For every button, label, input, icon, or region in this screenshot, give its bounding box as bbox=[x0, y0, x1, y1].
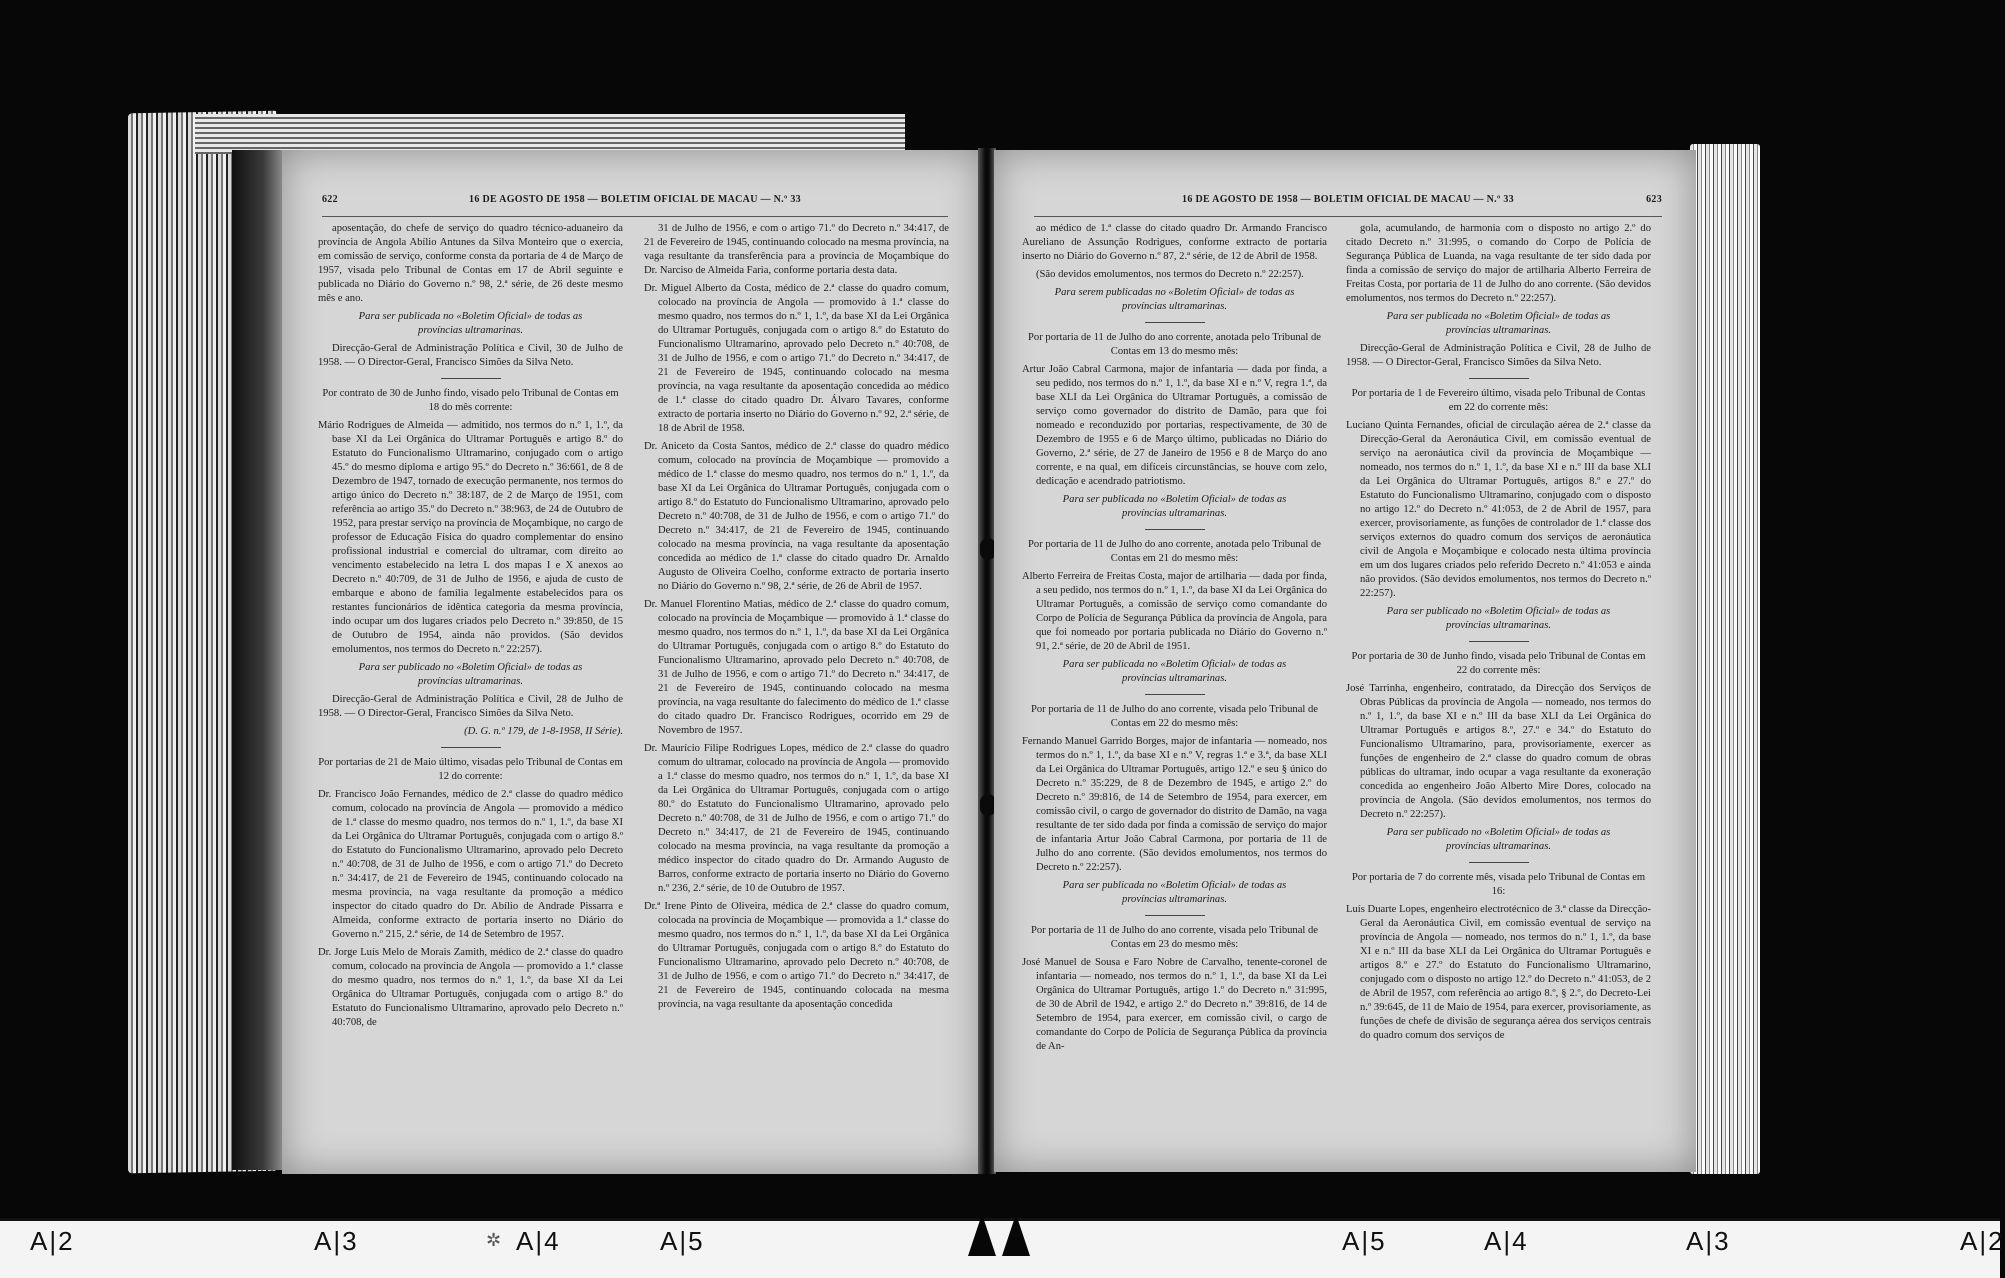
publication-note: Para ser publicada no «Boletim Oficial» de todas as províncias ultramarinas. bbox=[358, 311, 583, 336]
right-page-column-1 bbox=[1022, 222, 1327, 1162]
appointment-entry: Artur João Cabral Carmona, major de infantaria — dada por finda, a seu pedido, nos termos do n.º 1, 1.º, da base XI e n.º V, regra 1.ª, da base XLI da Lei Orgânica do Ultramar Português, a comissão de serviço como governador do distrito de Damão, para que foi nomeado e reconduzido por portarias, respectivamente, de 30 de Dezembro de 1955 e 6 de Março último, publicadas no Diário do Governo, 2.ª série, de 27 de Janeiro de 1956 e 8 de Março do ano corrente, e na qual, em difíceis circunstâncias, se houve com zelo, dedicação e acendrado patriotismo. bbox=[1022, 364, 1327, 487]
film-mark: A|2 bbox=[30, 1226, 75, 1256]
film-mark: A|5 bbox=[660, 1226, 705, 1256]
left-gutter-shadow bbox=[232, 150, 284, 1170]
section-heading: Por contrato de 30 de Junho findo, visado pelo Tribunal de Contas em 18 do mês corrente: bbox=[322, 388, 619, 413]
section-heading: Por portaria de 11 de Julho do ano corrente, anotada pelo Tribunal de Contas em 21 do mesmo mês: bbox=[1028, 539, 1321, 564]
paragraph: Direcção-Geral de Administração Política e Civil, 28 de Julho de 1958. — O Director-Geral, Francisco Simões da Silva Neto. bbox=[318, 694, 623, 719]
left-page-running-title: 16 DE AGOSTO DE 1958 — BOLETIM OFICIAL DE MACAU — N.º 33 bbox=[469, 194, 801, 205]
appointment-entry: José Tarrinha, engenheiro, contratado, da Direcção dos Serviços de Obras Públicas da província de Angola — nomeado, nos termos do n.º 1, 1.º, da base XI e n.º III da base XLI da Lei Orgânica do Ultramar Português e artigos 8.º, 27.º e 34.º do Estatuto do Funcionalismo Ultramarino, para, provisoriamente, exercer as funções de engenheiro de 2.ª classe do quadro comum de obras públicas do ultramar, indo ocupar a vaga resultante da exoneração concedida ao engenheiro João Alberto Mire Dores, colocado na província de Angola. (São devidos emolumentos, nos termos do Decreto n.º 22:257). bbox=[1346, 683, 1651, 820]
right-page-running-title: 16 DE AGOSTO DE 1958 — BOLETIM OFICIAL DE MACAU — N.º 33 bbox=[1182, 194, 1514, 205]
left-page-column-2 bbox=[644, 222, 949, 1162]
left-page-number: 622 bbox=[322, 194, 338, 205]
film-mark: A|3 bbox=[314, 1226, 359, 1256]
publication-note: Para ser publicada no «Boletim Oficial» de todas as províncias ultramarinas. bbox=[1062, 494, 1287, 519]
publication-note: Para ser publicada no «Boletim Oficial» de todas as províncias ultramarinas. bbox=[1062, 880, 1287, 905]
right-page-header bbox=[1034, 194, 1662, 217]
film-mark: A|4 bbox=[516, 1226, 561, 1256]
top-page-edges bbox=[195, 114, 905, 154]
appointment-entry: Mário Rodrigues de Almeida — admitido, nos termos do n.º 1, 1.º, da base XI da Lei Orgânica do Ultramar Português e artigo 8.º do Estatuto do Funcionalismo Ultramarino, conjugado com o artigo 45.º do mesmo diploma e artigo 95.º do Decreto n.º 36:661, de 8 de Dezembro de 1947, tornado de execução permanente, nos termos do artigo único do Decreto n.º 38:187, de 2 de Março de 1951, com referência ao artigo 35.º do Decreto n.º 38:963, de 24 de Outubro de 1952, para prestar serviço na província de Moçambique, no cargo de professor de Educação Física do quadro complementar do ensino profissional industrial e comercial do ultramar, com direito ao vencimento estabelecido na letra L dos mapas I e X anexos ao Decreto n.º 40:709, de 31 de Julho de 1956, e ajuda de custo de embarque e abono de família legalmente estabelecidos para os restantes funcionários de idêntica categoria da mesma província, indo ocupar um dos lugares criados pelo Decreto n.º 39:850, de 15 de Outubro de 1954, ainda não providos. (São devidos emolumentos, nos termos do Decreto n.º 22:257). bbox=[318, 420, 623, 655]
appointment-entry: Alberto Ferreira de Freitas Costa, major de artilharia — dada por finda, a seu pedido, nos termos do n.º 1, 1.º, da base XI da Lei Orgânica do Ultramar Português, a comissão de serviço como comandante do Corpo de Polícia de Segurança Pública da província de Angola, para que foi nomeado por portaria publicada no Diário do Governo n.º 91, 2.ª série, de 20 de Abril de 1951. bbox=[1022, 571, 1327, 652]
film-mark: A|2 bbox=[1960, 1226, 2005, 1256]
section-heading: Por portaria de 1 de Fevereiro último, visada pelo Tribunal de Contas em 22 do corrente mês: bbox=[1351, 388, 1646, 413]
film-smudge-icon: ✲ bbox=[486, 1230, 502, 1250]
film-notch-right bbox=[1002, 1214, 1030, 1256]
section-heading: Por portaria de 11 de Julho do ano corrente, anotada pelo Tribunal de Contas em 13 do mesmo mês: bbox=[1028, 332, 1321, 357]
appointment-entry: Dr. Aniceto da Costa Santos, médico de 2.ª classe do quadro médico comum, colocado na província de Moçambique — promovido a médico de 1.ª classe do mesmo quadro, nos termos do n.º 1, 1.º, da base XI da Lei Orgânica do Ultramar Português, conjugada com o artigo 8.º do Estatuto do Funcionalismo Ultramarino, aprovado pelo Decreto n.º 40:708, de 31 de Julho de 1956, e com o artigo 71.º do Decreto n.º 34:417, de 21 de Fevereiro de 1945, continuando colocado na mesma província, na vaga resultante da aposentação concedida ao médico de 1.ª classe do citado quadro Dr. Arnaldo Augusto de Oliveira Coelho, conforme extracto de portaria inserto no Diário do Governo n.º 98, 2.ª série, de 26 de Abril de 1957. bbox=[644, 441, 949, 592]
section-heading: Por portaria de 11 de Julho do ano corrente, visada pelo Tribunal de Contas em 22 do mesmo mês: bbox=[1030, 704, 1319, 729]
section-heading: Por portarias de 21 de Maio último, visadas pelo Tribunal de Contas em 12 do corrente: bbox=[318, 757, 623, 782]
section-divider bbox=[1469, 862, 1529, 863]
section-divider bbox=[1145, 694, 1205, 695]
paragraph: ao médico de 1.ª classe do citado quadro Dr. Armando Francisco Aureliano de Assunção Rodrigues, conforme extracto de portaria inserto no Diário do Governo n.º 87, 2.ª série, de 12 de Abril de 1958. bbox=[1022, 223, 1327, 262]
publication-note: Para ser publicado no «Boletim Oficial» de todas as províncias ultramarinas. bbox=[358, 662, 583, 687]
left-page bbox=[282, 150, 982, 1174]
film-mark: A|3 bbox=[1686, 1226, 1731, 1256]
film-mark: A|4 bbox=[1484, 1226, 1529, 1256]
film-notch-left bbox=[968, 1214, 996, 1256]
appointment-entry: José Manuel de Sousa e Faro Nobre de Carvalho, tenente-coronel de infantaria — nomeado, nos termos do n.º 1, 1.º, da base XI da Lei Orgânica do Ultramar Português, artigo 1.º do Decreto n.º 31:995, de 30 de Abril de 1942, e artigo 2.º do Decreto n.º 39:816, de 14 de Setembro de 1954, para exercer, em comissão civil, o cargo de comandante do Corpo de Polícia de Segurança Pública da província de An- bbox=[1022, 957, 1327, 1052]
appointment-entry: Fernando Manuel Garrido Borges, major de infantaria — nomeado, nos termos do n.º 1, 1.º, da base XI e n.º V, regras 1.ª e 3.ª, da base XLI da Lei Orgânica do Ultramar Português, artigo 12.º e seu § único do Decreto n.º 35:229, de 8 de Dezembro de 1945, e artigo 2.º do Decreto n.º 39:816, de 14 de Setembro de 1954, para exercer, em comissão civil, o cargo de governador do distrito de Damão, na vaga resultante de ter sido dada por finda a comissão de serviço do major de infantaria Artur João Cabral Carmona, por portaria de 11 de Julho do ano corrente. (São devidos emolumentos, nos termos do Decreto n.º 22:257). bbox=[1022, 736, 1327, 873]
paragraph: aposentação, do chefe de serviço do quadro técnico-aduaneiro da província de Angola Abílio Antunes da Silva Monteiro que o exercia, em comissão de serviço, conforme consta da portaria de 4 de Março de 1957, visada pelo Tribunal de Contas em 17 de Abril seguinte e publicada no Diário do Governo n.º 98, 2.ª série, de 26 deste mesmo mês e ano. bbox=[318, 223, 623, 304]
paragraph: gola, acumulando, de harmonia com o disposto no artigo 2.º do citado Decreto n.º 31:995, o comando do Corpo de Polícia de Segurança Pública de Luanda, na vaga resultante de ter sido dada por finda a comissão de serviço do major de artilharia Alberto Ferreira de Freitas Costa, por portaria de 11 de Julho do ano corrente. (São devidos emolumentos, nos termos do Decreto n.º 22:257). bbox=[1346, 223, 1651, 304]
appointment-entry: Dr. Miguel Alberto da Costa, médico de 2.ª classe do quadro comum, colocado na província de Angola — promovido à 1.ª classe do mesmo quadro, nos termos do n.º 1, 1.º, da base XI da Lei Orgânica do Ultramar Português, conjugada com o artigo 8.º do Estatuto do Funcionalismo Ultramarino, aprovado pelo Decreto n.º 40:708, de 31 de Julho de 1956, e com o artigo 71.º do Decreto n.º 34:417, de 21 de Fevereiro de 1945, continuando colocado na mesma província, na vaga resultante da aposentação concedida ao médico de 1.ª classe do citado quadro Dr. Álvaro Tavares, conforme extracto de portaria inserto no Diário do Governo n.º 92, 2.ª série, de 18 de Abril de 1958. bbox=[644, 283, 949, 434]
right-page-column-2 bbox=[1346, 222, 1651, 1162]
left-page-column-1 bbox=[318, 222, 623, 1162]
section-heading: Por portaria de 30 de Junho findo, visada pelo Tribunal de Contas em 22 do corrente mês: bbox=[1351, 651, 1646, 676]
publication-note: Para ser publicado no «Boletim Oficial» de todas as províncias ultramarinas. bbox=[1386, 827, 1611, 852]
section-heading: Por portaria de 11 de Julho do ano corrente, visada pelo Tribunal de Contas em 23 do mesmo mês: bbox=[1030, 925, 1319, 950]
appointment-entry: Dr. Maurício Filipe Rodrigues Lopes, médico de 2.ª classe do quadro comum do ultramar, colocado na província de Angola — promovido a 1.ª classe do mesmo quadro, nos termos do n.º 1, 1.º, da base XI da Lei Orgânica do Ultramar Português, conjugada com o artigo 80.º do Estatuto do Funcionalismo Ultramarino, aprovado pelo Decreto n.º 40:708, de 31 de Julho de 1956, e com o artigo 71.º do Decreto n.º 34:417, de 21 de Fevereiro de 1945, continuando colocado na mesma província, na vaga resultante da promoção a médico inspector do citado quadro do Dr. Armando Augusto de Barros, conforme extracto de portaria inserto no Diário do Governo n.º 236, 2.ª série, de 10 de Outubro de 1957. bbox=[644, 743, 949, 894]
appointment-entry: Dr. Manuel Florentino Matias, médico de 2.ª classe do quadro comum, colocado na província de Moçambique — promovido à 1.ª classe do mesmo quadro, nos termos do n.º 1, 1.º, da base XI da Lei Orgânica do Ultramar Português, conjugada com o artigo 8.º do Estatuto do Funcionalismo Ultramarino, aprovado pelo Decreto n.º 40:708, de 31 de Julho de 1956, e com o artigo 71.º do Decreto n.º 34:417, de 21 de Fevereiro de 1945, continuando colocado na mesma província, na vaga resultante do falecimento do médico de 1.ª classe do citado quadro Dr. Francisco Rodrigues, ocorrido em 29 de Novembro de 1957. bbox=[644, 599, 949, 736]
source-reference: (D. G. n.º 179, de 1-8-1958, II Série). bbox=[464, 726, 623, 737]
section-divider bbox=[1469, 378, 1529, 379]
section-divider bbox=[1145, 529, 1205, 530]
paragraph: Direcção-Geral de Administração Política e Civil, 30 de Julho de 1958. — O Director-Geral, Francisco Simões da Silva Neto. bbox=[318, 343, 623, 368]
paragraph: (São devidos emolumentos, nos termos do Decreto n.º 22:257). bbox=[1036, 269, 1304, 280]
publication-note: Para ser publicada no «Boletim Oficial» de todas as províncias ultramarinas. bbox=[1386, 311, 1611, 336]
paragraph: 31 de Julho de 1956, e com o artigo 71.º do Decreto n.º 34:417, de 21 de Fevereiro de 1945, continuando colocado na mesma província, na vaga resultante da transferência para a província de Moçambique do Dr. Narciso de Almeida Faria, conforme portaria desta data. bbox=[644, 223, 949, 276]
appointment-entry: Dr. Jorge Luís Melo de Morais Zamith, médico de 2.ª classe do quadro comum, colocado na província de Angola — promovido a 1.ª classe do mesmo quadro, nos termos do n.º 1, 1.º, da base XI da Lei Orgânica do Ultramar Português, conjugada com o artigo 8.º do Estatuto do Funcionalismo Ultramarino, aprovado pelo Decreto n.º 40:708, de bbox=[318, 947, 623, 1028]
film-mark: A|5 bbox=[1342, 1226, 1387, 1256]
right-page-stack-edge bbox=[1690, 144, 1760, 1174]
section-divider bbox=[441, 747, 501, 748]
publication-note: Para serem publicadas no «Boletim Oficial» de todas as províncias ultramarinas. bbox=[1054, 287, 1295, 312]
paragraph: Direcção-Geral de Administração Política e Civil, 28 de Julho de 1958. — O Director-Geral, Francisco Simões da Silva Neto. bbox=[1346, 343, 1651, 368]
appointment-entry: Luís Duarte Lopes, engenheiro electrotécnico de 3.ª classe da Direcção-Geral da Aeronáutica Civil, em comissão eventual de serviço na província de Angola — nomeado, nos termos do n.º 1, 1.º, da base XI e n.º III da base XLI da Lei Orgânica do Ultramar Português e artigos 8.º e 27.º do Estatuto do Funcionalismo Ultramarino, conjugado com o disposto no artigo 12.º do Decreto n.º 41:053, de 2 de Abril de 1957, com referência ao artigo 8.º, § 2.º, do Decreto-Lei n.º 39:645, de 11 de Maio de 1954, para exercer, provisoriamente, as funções de chefe de divisão de segurança aérea dos serviços centrais do quadro comum dos serviços de bbox=[1346, 904, 1651, 1041]
section-heading: Por portaria de 7 do corrente mês, visada pelo Tribunal de Contas em 16: bbox=[1351, 872, 1646, 897]
section-divider bbox=[1145, 915, 1205, 916]
right-page bbox=[994, 150, 1696, 1172]
appointment-entry: Dr.ª Irene Pinto de Oliveira, médica de 2.ª classe do quadro comum, colocada na província de Moçambique — promovida a 1.ª classe do mesmo quadro, nos termos do n.º 1, 1.º, da base XI da Lei Orgânica do Ultramar Português, conjugada com o artigo 8.º do Estatuto do Funcionalismo Ultramarino, aprovado pelo Decreto n.º 40:708, de 31 de Julho de 1956, e com o artigo 71.º do Decreto n.º 34:417, de 21 de Fevereiro de 1945, continuando colocada na mesma província, na vaga resultante da aposentação concedida bbox=[644, 901, 949, 1010]
appointment-entry: Dr. Francisco João Fernandes, médico de 2.ª classe do quadro médico comum, colocado na província de Angola — promovido a médico de 1.ª classe do mesmo quadro, nos termos do n.º 1, 1.º, da base XI da Lei Orgânica do Ultramar Português, conjugada com o artigo 8.º do Estatuto do Funcionalismo Ultramarino, aprovado pelo Decreto n.º 40:708, de 31 de Julho de 1956, e com o artigo 71.º do Decreto n.º 34:417, de 21 de Fevereiro de 1945, continuando colocado na mesma província, na vaga resultante da promoção a médico inspector do citado quadro do Dr. Abílio de Andrade Pissarra e Almeida, conforme extracto de portaria inserto no Diário do Governo n.º 215, 2.ª série, de 14 de Setembro de 1957. bbox=[318, 789, 623, 940]
section-divider bbox=[1145, 322, 1205, 323]
publication-note: Para ser publicado no «Boletim Oficial» de todas as províncias ultramarinas. bbox=[1386, 606, 1611, 631]
publication-note: Para ser publicada no «Boletim Oficial» de todas as províncias ultramarinas. bbox=[1062, 659, 1287, 684]
right-page-number: 623 bbox=[1646, 194, 1662, 205]
film-strip-top-line bbox=[0, 1218, 2000, 1221]
appointment-entry: Luciano Quinta Fernandes, oficial de circulação aérea de 2.ª classe da Direcção-Geral da Aeronáutica Civil, em comissão eventual de serviço na aeronáutica civil da província de Moçambique — nomeado, nos termos do n.º 1, 1.º, da base XI e n.º III da base XLI da Lei Orgânica do Ultramar Português, artigos 8.º e 27.º do Estatuto do Funcionalismo Ultramarino, conjugado com o disposto no artigo 12.º do Decreto n.º 41:053, de 2 de Abril de 1957, para exercer, provisoriamente, as funções de controlador de 1.ª classe dos serviços externos do quadro comum dos serviços de aeronáutica civil de Angola e Moçambique e colocado nesta última província em um dos lugares criados pelo referido Decreto n.º 41:053 e ainda não providos. (São devidos emolumentos, nos termos do Decreto n.º 22:257). bbox=[1346, 420, 1651, 599]
left-page-header bbox=[322, 194, 948, 217]
section-divider bbox=[1469, 641, 1529, 642]
section-divider bbox=[441, 378, 501, 379]
